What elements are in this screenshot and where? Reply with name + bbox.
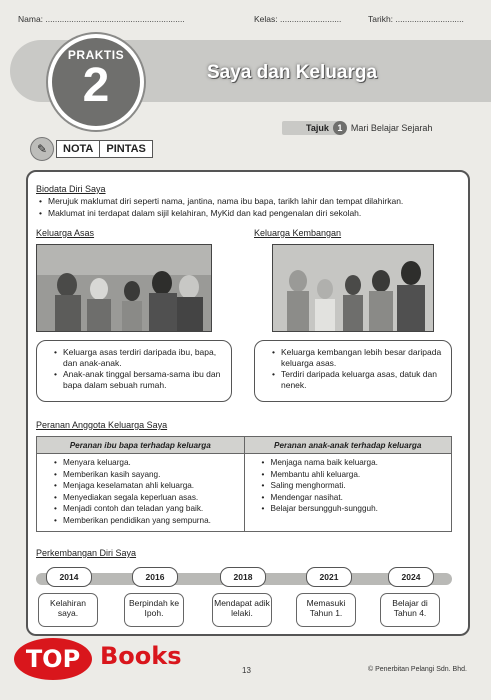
- list-item: • Memberikan pendidikan yang sempurna.: [63, 516, 238, 527]
- list-item: • Merujuk maklumat diri seperti nama, jantina, nama ibu bapa, tarikh lahir dan tempat dilahirkan.: [48, 196, 453, 207]
- nota-pintas-heading: [30, 138, 153, 160]
- timeline-year: 2018: [220, 567, 266, 587]
- timeline-event: Belajar di Tahun 4.: [380, 593, 440, 627]
- notes-box: [26, 170, 470, 636]
- keluarga-asas-title: Keluarga Asas: [36, 228, 95, 238]
- timeline-event: Kelahiran saya.: [38, 593, 98, 627]
- list-item: • Maklumat ini terdapat dalam sijil kelahiran, MyKid dan kad pengenalan diri sekolah.: [48, 208, 453, 219]
- name-field-label: Nama: ...........................................................: [18, 14, 185, 24]
- table-header: Peranan anak-anak terhadap keluarga: [244, 437, 452, 454]
- keluarga-kembangan-notes: [254, 340, 452, 402]
- praktis-label: PRAKTIS: [67, 48, 125, 62]
- table-cell: [37, 454, 245, 532]
- timeline-event: Mendapat adik lelaki.: [212, 593, 272, 627]
- timeline-event: Memasuki Tahun 1.: [296, 593, 356, 627]
- list-item: • Menjaga keselamatan ahli keluarga.: [63, 481, 238, 492]
- pintas-label: PINTAS: [100, 140, 153, 158]
- topic-label: Tajuk: [282, 121, 339, 135]
- watermark-top: TOP: [14, 638, 92, 680]
- topic-number: 1: [333, 121, 347, 135]
- page-number: 13: [242, 666, 251, 675]
- nuclear-family-photo: [36, 244, 212, 332]
- timeline-year: 2021: [306, 567, 352, 587]
- roles-table: [36, 436, 452, 532]
- nota-label: NOTA: [56, 140, 100, 158]
- list-item: • Membantu ahli keluarga.: [271, 470, 446, 481]
- list-item: • Anak-anak tinggal bersama-sama ibu dan bapa dalam sebuah rumah.: [63, 369, 223, 390]
- table-cell: [244, 454, 452, 532]
- extended-family-photo: [272, 244, 434, 332]
- peranan-title: Peranan Anggota Keluarga Saya: [36, 420, 168, 430]
- praktis-badge: [48, 34, 144, 130]
- timeline-year: 2014: [46, 567, 92, 587]
- page-title: Saya dan Keluarga: [207, 62, 378, 83]
- table-header: Peranan ibu bapa terhadap keluarga: [37, 437, 245, 454]
- keluarga-kembangan-title: Keluarga Kembangan: [254, 228, 342, 238]
- list-item: • Belajar bersungguh-sungguh.: [271, 504, 446, 515]
- topic-tag: [282, 120, 432, 136]
- list-item: • Mendengar nasihat.: [271, 493, 446, 504]
- topbooks-watermark: [8, 636, 198, 684]
- watermark-books: Books: [100, 642, 182, 670]
- keluarga-asas-notes: [36, 340, 232, 402]
- class-field-label: Kelas: ..........................: [254, 14, 342, 24]
- list-item: • Menjaga nama baik keluarga.: [271, 458, 446, 469]
- copyright-text: © Penerbitan Pelangi Sdn. Bhd.: [368, 666, 467, 673]
- timeline-year: 2024: [388, 567, 434, 587]
- perkembangan-title: Perkembangan Diri Saya: [36, 548, 137, 558]
- praktis-number: 2: [82, 59, 110, 112]
- timeline-year: 2016: [132, 567, 178, 587]
- topic-title: Mari Belajar Sejarah: [350, 123, 433, 133]
- list-item: • Menyediakan segala keperluan asas.: [63, 493, 238, 504]
- date-field-label: Tarikh: .............................: [368, 14, 464, 24]
- list-item: • Terdiri daripada keluarga asas, datuk dan nenek.: [281, 369, 443, 390]
- list-item: • Menjadi contoh dan teladan yang baik.: [63, 504, 238, 515]
- list-item: • Saling menghormati.: [271, 481, 446, 492]
- list-item: • Menyara keluarga.: [63, 458, 238, 469]
- list-item: • Memberikan kasih sayang.: [63, 470, 238, 481]
- biodata-title: Biodata Diri Saya: [36, 184, 106, 194]
- list-item: • Keluarga kembangan lebih besar daripada keluarga asas.: [281, 347, 443, 368]
- timeline-event: Berpindah ke Ipoh.: [124, 593, 184, 627]
- biodata-list: [38, 196, 453, 219]
- list-item: • Keluarga asas terdiri daripada ibu, bapa, dan anak-anak.: [63, 347, 223, 368]
- owl-mascot-icon: ✎: [30, 137, 54, 161]
